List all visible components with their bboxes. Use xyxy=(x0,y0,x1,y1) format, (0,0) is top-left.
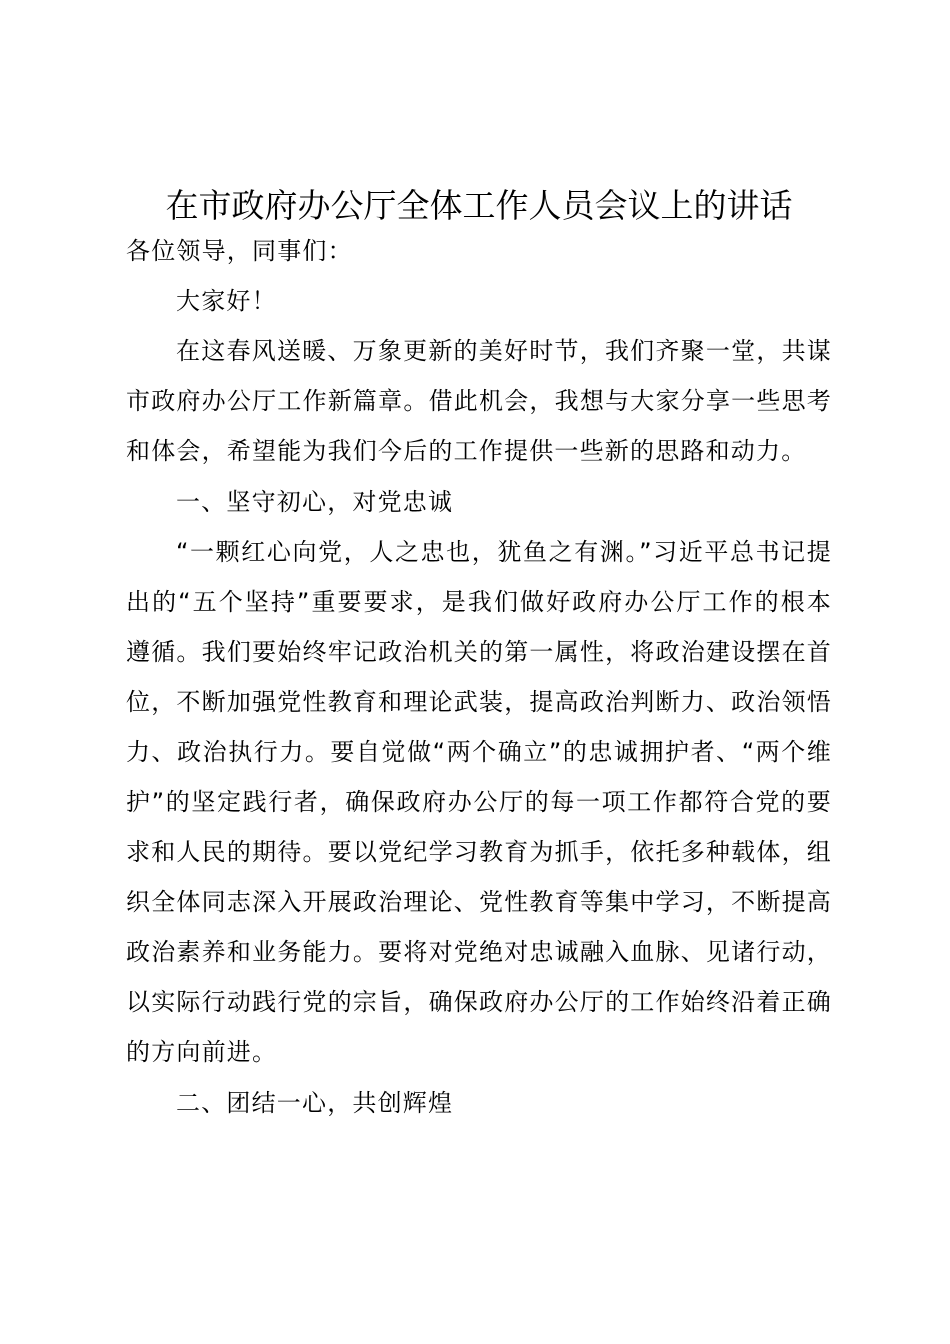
section-heading-1: 一、坚守初心，对党忠诚 xyxy=(176,488,454,516)
greeting: 大家好！ xyxy=(176,287,277,315)
section-body-1: “一颗红心向党，人之忠也，犹鱼之有渊。”习近平总书记提出的“五个坚持”重要要求，是我们做好政府办公厅工作的根本遵循。我们要始终牢记政治机关的第一属性，将政治建设摆在首位，不断加强党性教育和理论武装，提高政治判断力、政治领悟力、政治执行力。要自觉做“两个确立”的忠诚拥护者、“两个维护”的坚定践行者，确保政府办公厅的每一项工作都符合党的要求和人民的期待。要以党纪学习教育为抓手，依托多种载体，组织全体同志深入开展政治理论、党性教育等集中学习，不断提高政治素养和业务能力。要将对党绝对忠诚融入血脉、见诸行动，以实际行动践行党的宗旨，确保政府办公厅的工作始终沿着正确的方向前进。 xyxy=(126,538,832,1066)
document-page xyxy=(126,184,832,1128)
document-title: 在市政府办公厅全体工作人员会议上的讲话 xyxy=(165,186,793,225)
intro-paragraph: 在这春风送暖、万象更新的美好时节，我们齐聚一堂，共谋市政府办公厅工作新篇章。借此机会，我想与大家分享一些思考和体会，希望能为我们今后的工作提供一些新的思路和动力。 xyxy=(126,337,832,465)
salutation: 各位领导，同事们： xyxy=(126,237,353,265)
section-heading-2: 二、团结一心，共创辉煌 xyxy=(176,1089,454,1117)
